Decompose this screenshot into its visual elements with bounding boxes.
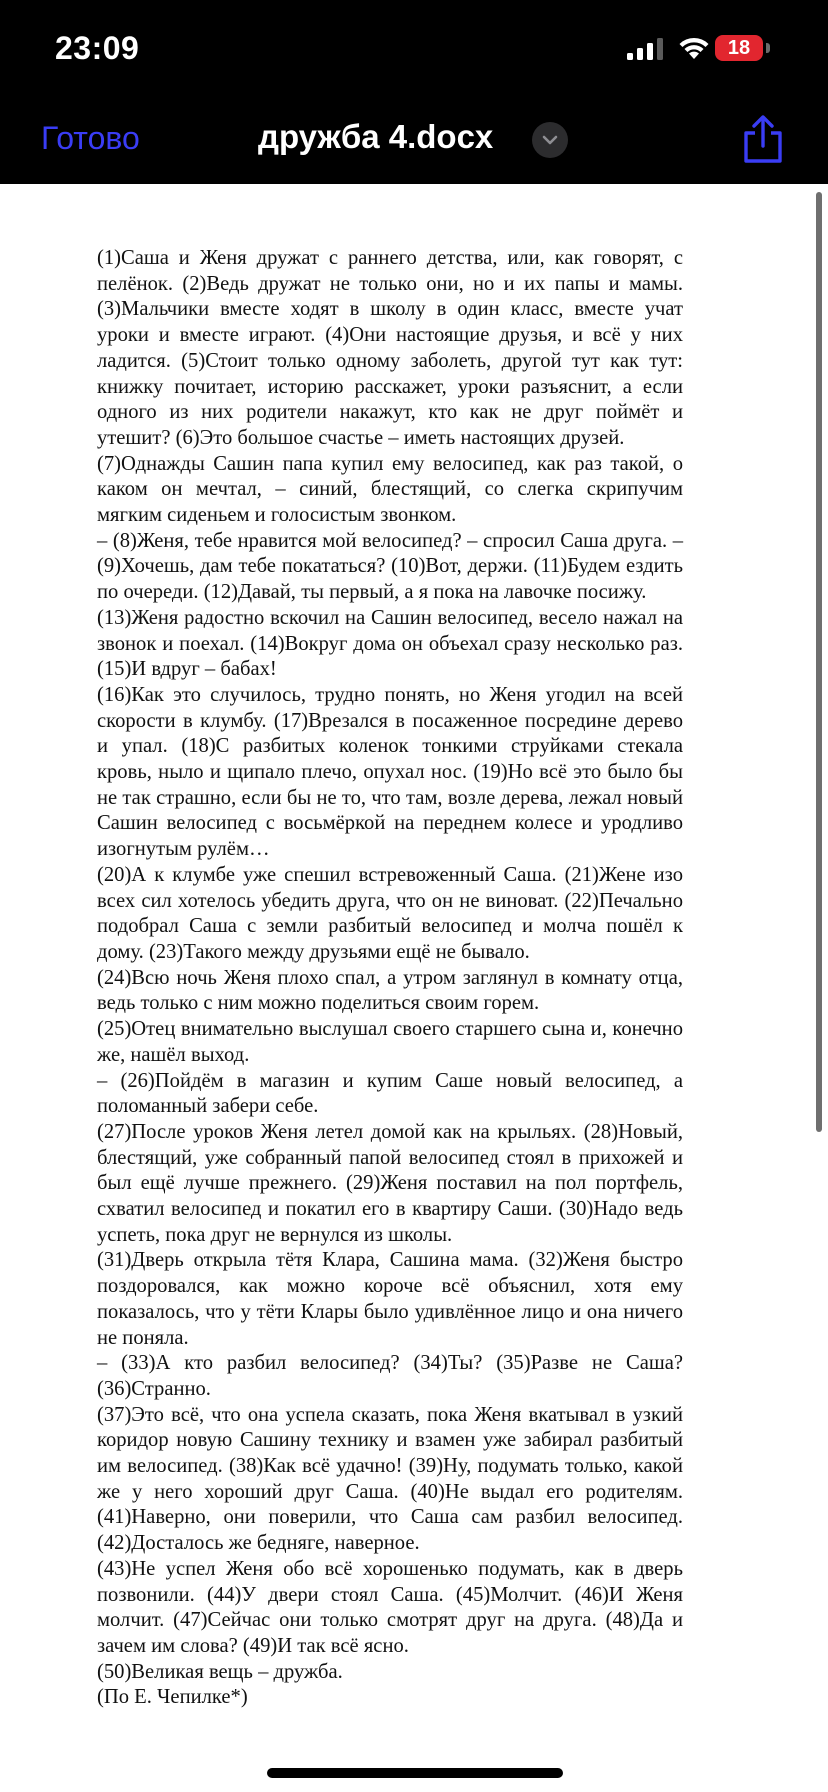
document-paragraph: – (26)Пойдём в магазин и купим Саше новый велосипед, а поломанный забери себе. xyxy=(97,1069,683,1118)
share-icon[interactable] xyxy=(740,114,786,164)
battery-level: 18 xyxy=(727,37,751,59)
document-paragraph: (31)Дверь открыла тётя Клара, Сашина мама. (32)Женя быстро поздоровался, как можно короче всё объяснил, хотя ему показалось, что у тёти Клары было удивлённое лицо и она ничего не поняла. xyxy=(97,1249,683,1349)
wifi-icon xyxy=(677,36,711,60)
document-paragraph: (13)Женя радостно вскочил на Сашин велосипед, весело нажал на звонок и поехал. (14)Вокруг дома он объехал сразу несколько раз. (15)И вдруг – бабах! xyxy=(97,606,683,681)
document-paragraph: (1)Саша и Женя дружат с раннего детства, или, как говорят, с пелёнок. (2)Ведь дружат не только они, но и их папы и мамы. (3)Мальчики вместе ходят в школу в один класс, вместе учат уроки и вместе играют. (4)Они настоящие друзья, и всё у них ладится. (5)Стоит только одному заболеть, другой тут как тут: книжку почитает, историю расскажет, уроки разъяснит, а если одного из них родители накажут, кто как не друг поймёт и утешит? (6)Это большое счастье – иметь настоящих друзей. xyxy=(97,247,683,449)
document-paragraph: – (33)А кто разбил велосипед? (34)Ты? (35)Разве не Саша? (36)Странно. xyxy=(97,1352,683,1400)
document-paragraph: (25)Отец внимательно выслушал своего старшего сына и, конечно же, нашёл выход. xyxy=(97,1018,683,1066)
document-paragraph: (50)Великая вещь – дружба. xyxy=(97,1660,343,1683)
title-menu-button[interactable] xyxy=(532,122,568,158)
document-paragraph: (37)Это всё, что она успела сказать, пока Женя вкатывал в узкий коридор новую Сашину технику и взамен уже забирал разбитый им велосипед. (38)Как всё удачно! (39)Ну, подумать только, какой же у него хороший друг Саша. (40)Не выдал его родителям. (41)Наверно, они поверили, что Саша сам разбил велосипед. (42)Досталось же бедняге, наверное. xyxy=(97,1403,683,1555)
status-time: 23:09 xyxy=(55,30,140,66)
document-paragraph: (16)Как это случилось, трудно понять, но Женя угодил на всей скорости в клумбу. (17)Врезался в посаженное посредине дерево и упал. (18)С разбитых коленок тонкими струйками стекала кровь, ныло и щипало плечо, опухал нос. (19)Но всё это было бы не так страшно, если бы не то, что там, возле дерева, лежал новый Сашин велосипед с восьмёркой на переднем колесе и уродливо изогнутым рулём… xyxy=(97,683,683,861)
document-paragraph: (20)А к клумбе уже спешил встревоженный Саша. (21)Жене изо всех сил хотелось убедить друга, что он не виноват. (22)Печально подобрал Саша с земли разбитый велосипед и молча пошёл к дому. (23)Такого между друзьями ещё не бывало. xyxy=(97,863,683,963)
status-bar xyxy=(0,0,828,100)
chevron-down-icon xyxy=(541,132,559,148)
document-paragraph: (24)Всю ночь Женя плохо спал, а утром заглянул в комнату отца, ведь только с ним можно поделиться своим горем. xyxy=(97,966,683,1015)
document-title[interactable]: дружба 4.docx xyxy=(258,118,494,155)
document-paragraph: (43)Не успел Женя обо всё хорошенько подумать, как в дверь позвонили. (44)У двери стоял Саша. (45)Молчит. (46)И Женя молчит. (47)Сейчас они только смотрят друг на друга. (48)Да и зачем им слова? (49)И так всё ясно. xyxy=(97,1557,683,1657)
document-nav-bar xyxy=(0,100,828,184)
done-button[interactable]: Готово xyxy=(41,120,140,156)
document-paragraph: (7)Однажды Сашин папа купил ему велосипед, как раз такой, о каком он мечтал, – синий, блестящий, со слегка скрипучим мягким сиденьем и голосистым звонком. xyxy=(97,452,683,527)
document-body xyxy=(97,246,683,1711)
battery-cap xyxy=(766,43,770,53)
document-paragraph: (По Е. Чепилке*) xyxy=(97,1686,248,1709)
scrollbar[interactable] xyxy=(816,192,822,1132)
document-paragraph: (27)После уроков Женя летел домой как на крыльях. (28)Новый, блестящий, уже собранный папой велосипед стоял в прихожей и был ещё лучше прежнего. (29)Женя поставил на пол портфель, схватил велосипед и покатил его в квартиру Саши. (30)Надо ведь успеть, пока друг не вернулся из школы. xyxy=(97,1120,683,1246)
document-paragraph: – (8)Женя, тебе нравится мой велосипед? – спросил Саша друга. – (9)Хочешь, дам тебе покататься? (10)Вот, держи. (11)Будем ездить по очереди. (12)Давай, ты первый, а я пока на лавочке посижу. xyxy=(97,529,683,604)
cellular-signal-icon xyxy=(627,38,667,60)
home-indicator[interactable] xyxy=(267,1768,563,1778)
document-view[interactable] xyxy=(0,184,828,1792)
battery-charging-icon xyxy=(715,35,763,61)
